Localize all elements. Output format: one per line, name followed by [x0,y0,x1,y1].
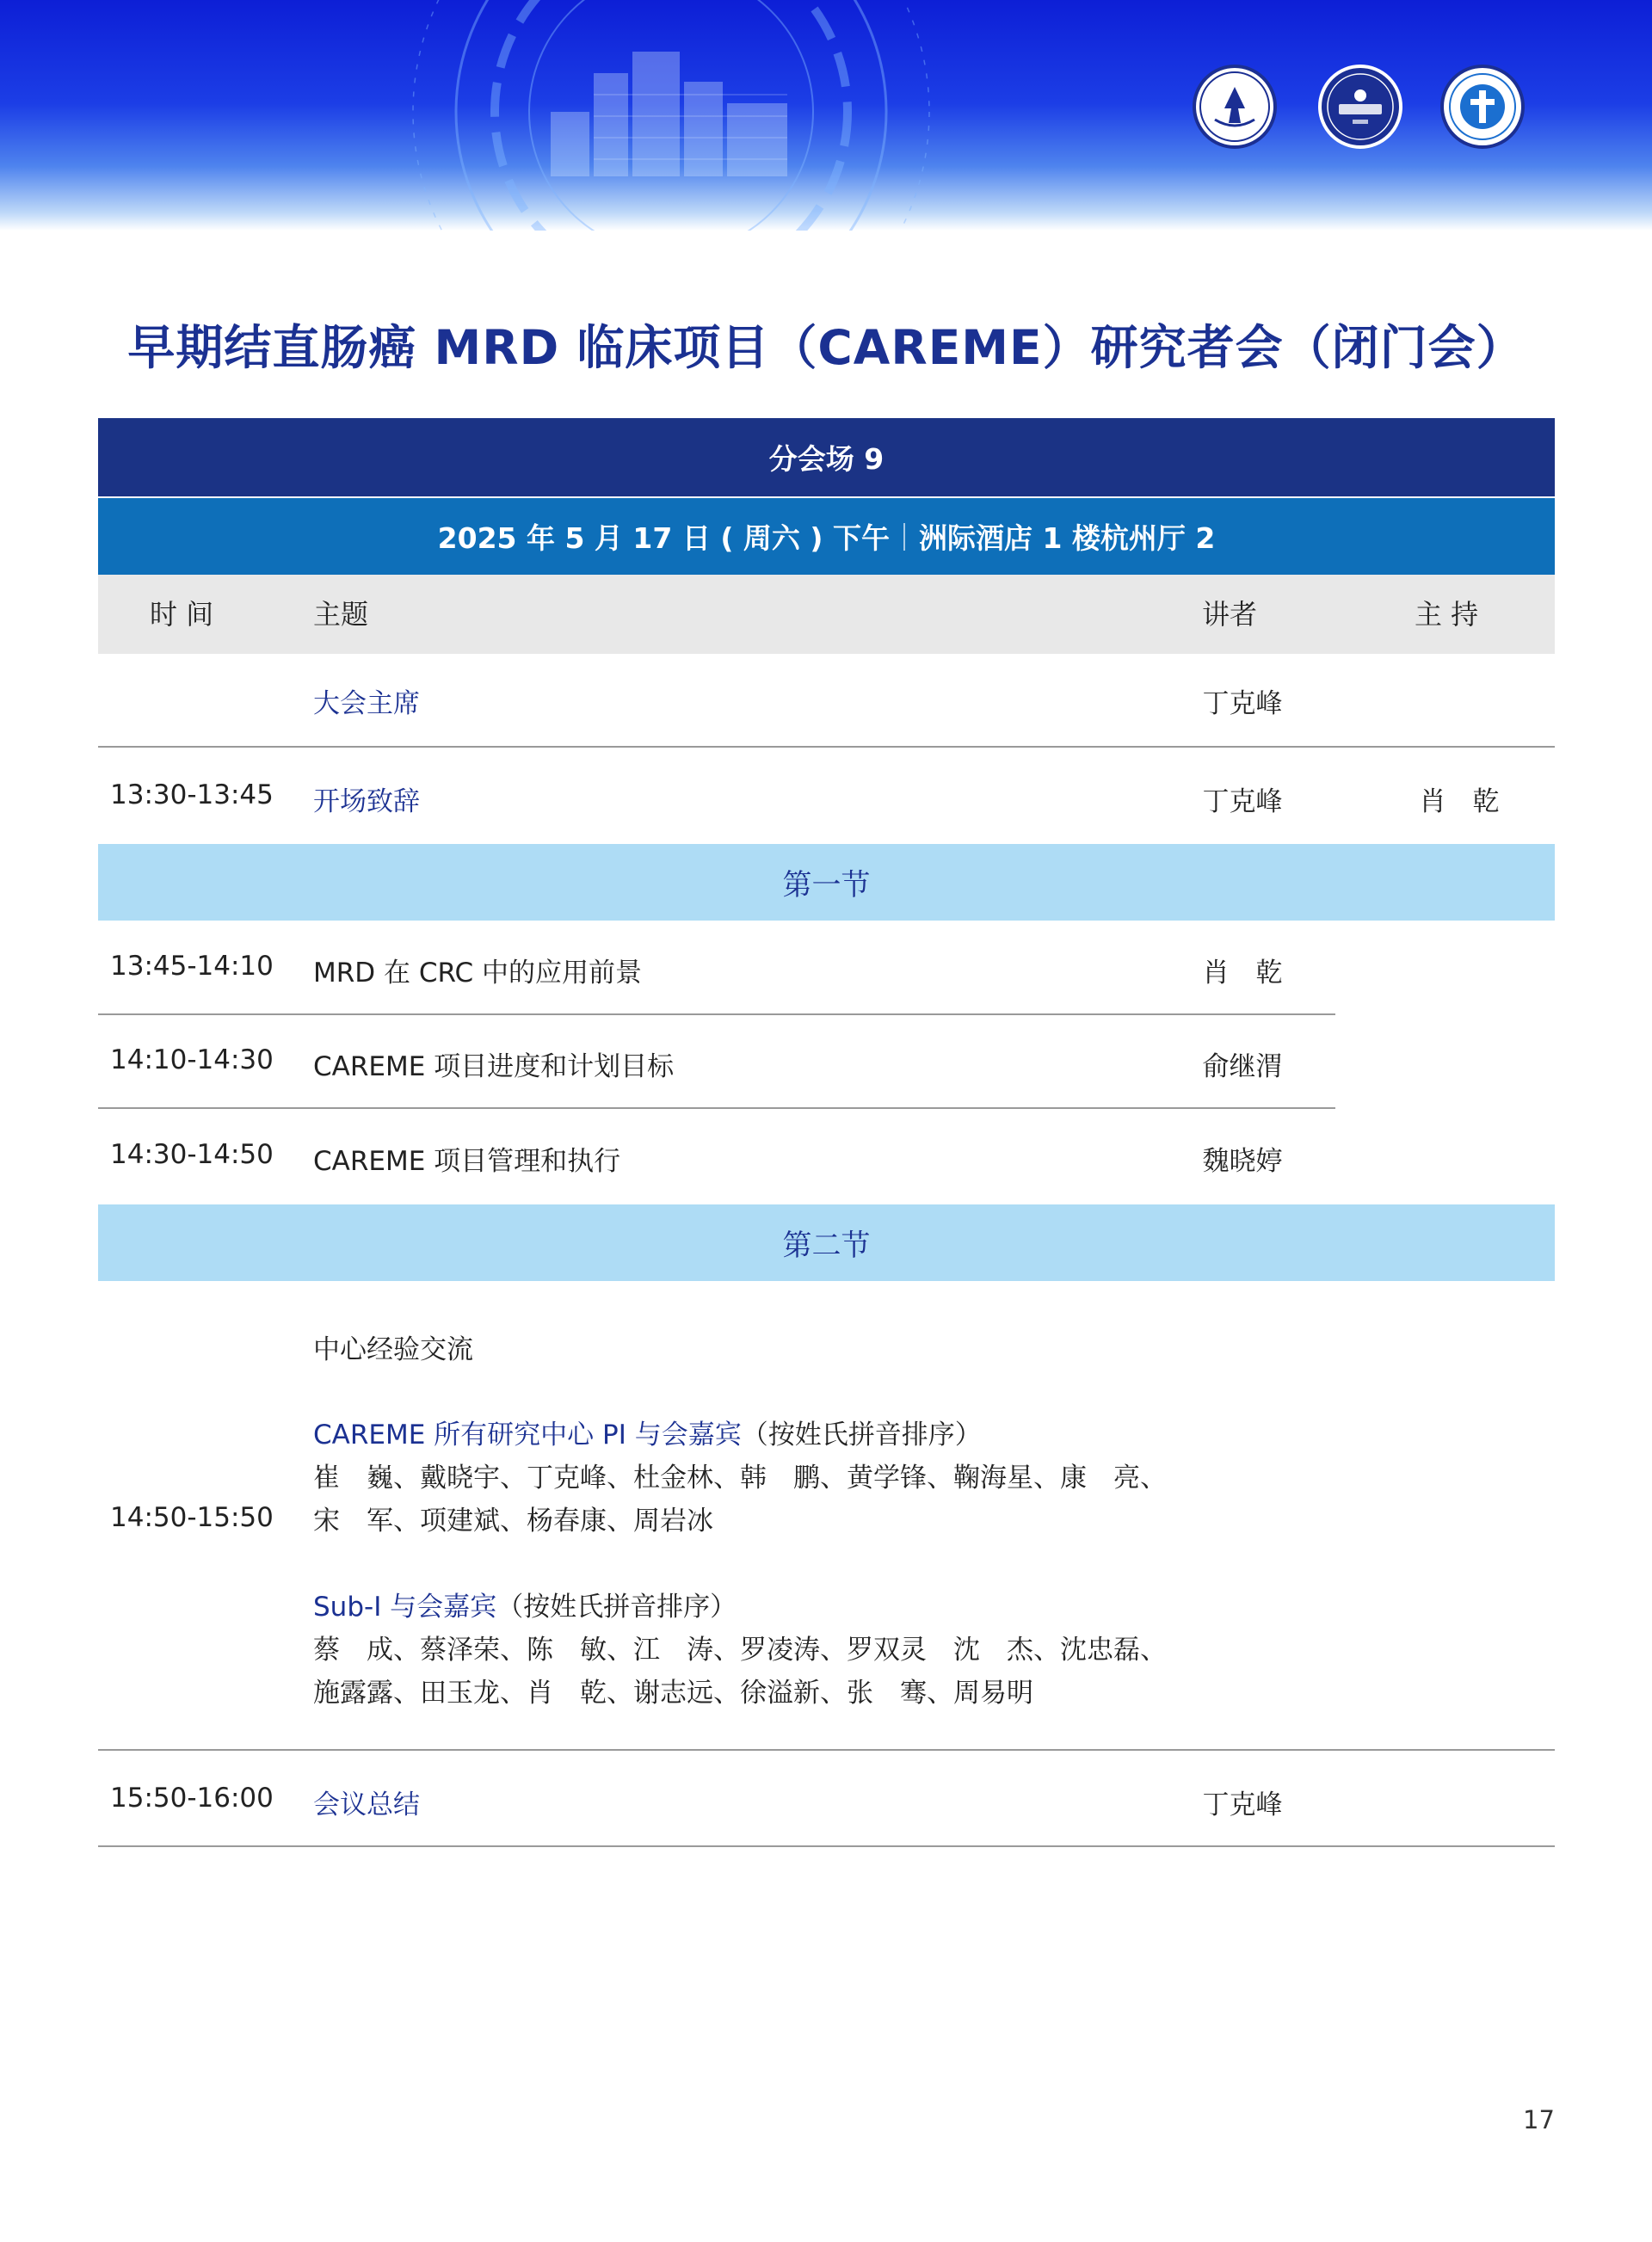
row-topic: CAREME 项目管理和执行 [313,1146,621,1177]
table-row [98,1015,1555,1109]
row-topic: 大会主席 [313,688,420,719]
table-row-exchange [98,1281,1555,1751]
group1-names-line2: 宋 军、项建斌、杨春康、周岩冰 [313,1506,713,1537]
row-time: 14:50-15:50 [110,1502,274,1533]
session-name: 分会场 9 [768,442,885,476]
zheyi-erhospital-logo [1318,65,1402,149]
group1-names-line1: 崔 巍、戴晓宇、丁克峰、杜金林、韩 鹏、黄学锋、鞠海星、康 亮、 [313,1463,1167,1494]
row-speaker: 魏晓婷 [1202,1146,1283,1177]
row-time: 13:45-14:10 [110,951,274,982]
zhejiang-university-logo [1193,65,1277,149]
datetime-bar [98,498,1555,575]
row-topic: 会议总结 [313,1789,420,1820]
table-row [98,1109,1555,1204]
section-bar-second [98,1204,1555,1281]
session-venue: 洲际酒店 1 楼杭州厅 2 [918,521,1216,555]
row-time: 14:30-14:50 [110,1139,274,1170]
group1-title: CAREME 所有研究中心 PI 与会嘉宾 [313,1420,742,1451]
table-row [98,921,1555,1015]
table-header-row [98,575,1555,654]
row-divider [98,1845,1555,1847]
row-speaker: 丁克峰 [1202,1789,1283,1820]
row-time: 13:30-13:45 [110,779,274,810]
separator [903,523,905,551]
row-time: 15:50-16:00 [110,1783,274,1814]
tech-circle-decoration [0,0,1652,231]
section-title: 第一节 [782,868,871,902]
row-host: 肖 乾 [1419,786,1500,817]
row-speaker: 丁克峰 [1202,786,1283,817]
row-topic: 开场致辞 [313,786,420,817]
table-row-closing [98,1751,1555,1847]
table-row-chair [98,654,1555,748]
agenda-table [98,418,1555,1847]
section-bar-first [98,844,1555,921]
session-date: 2025 年 5 月 17 日 ( 周六 ) 下午 [437,521,890,555]
row-speaker: 俞继渭 [1202,1051,1283,1082]
exchange-intro: 中心经验交流 [313,1334,473,1365]
group2-names-line1: 蔡 成、蔡泽荣、陈 敏、江 涛、罗凌涛、罗双灵 沈 杰、沈忠磊、 [313,1635,1167,1666]
group2-title: Sub-I 与会嘉宾 [313,1592,497,1623]
row-speaker: 丁克峰 [1202,688,1283,719]
page-number: 17 [1523,2105,1555,2134]
page-title: 早期结直肠癌 MRD 临床项目（CAREME）研究者会（闭门会） [127,320,1525,375]
group2-names-line2: 施露露、田玉龙、肖 乾、谢志远、徐溢新、张 骞、周易明 [313,1678,1033,1709]
header-banner [0,0,1652,231]
row-topic: CAREME 项目进度和计划目标 [313,1051,675,1082]
row-speaker: 肖 乾 [1202,958,1283,989]
header-host: 主 持 [1415,598,1479,631]
group2-note: （按姓氏拼音排序） [496,1592,737,1623]
header-time: 时 间 [150,598,214,631]
table-row-opening [98,748,1555,844]
group1-heading [313,1413,982,1451]
session-bar [98,418,1555,496]
group2-heading [313,1585,737,1623]
header-speaker: 讲者 [1202,598,1258,631]
header-topic: 主题 [313,598,369,631]
zhejiang-anticancer-association-logo [1440,65,1525,149]
group1-note: （按姓氏拼音排序） [741,1420,982,1451]
row-time: 14:10-14:30 [110,1044,274,1075]
row-topic: MRD 在 CRC 中的应用前景 [313,958,643,989]
section-title: 第二节 [782,1229,871,1263]
